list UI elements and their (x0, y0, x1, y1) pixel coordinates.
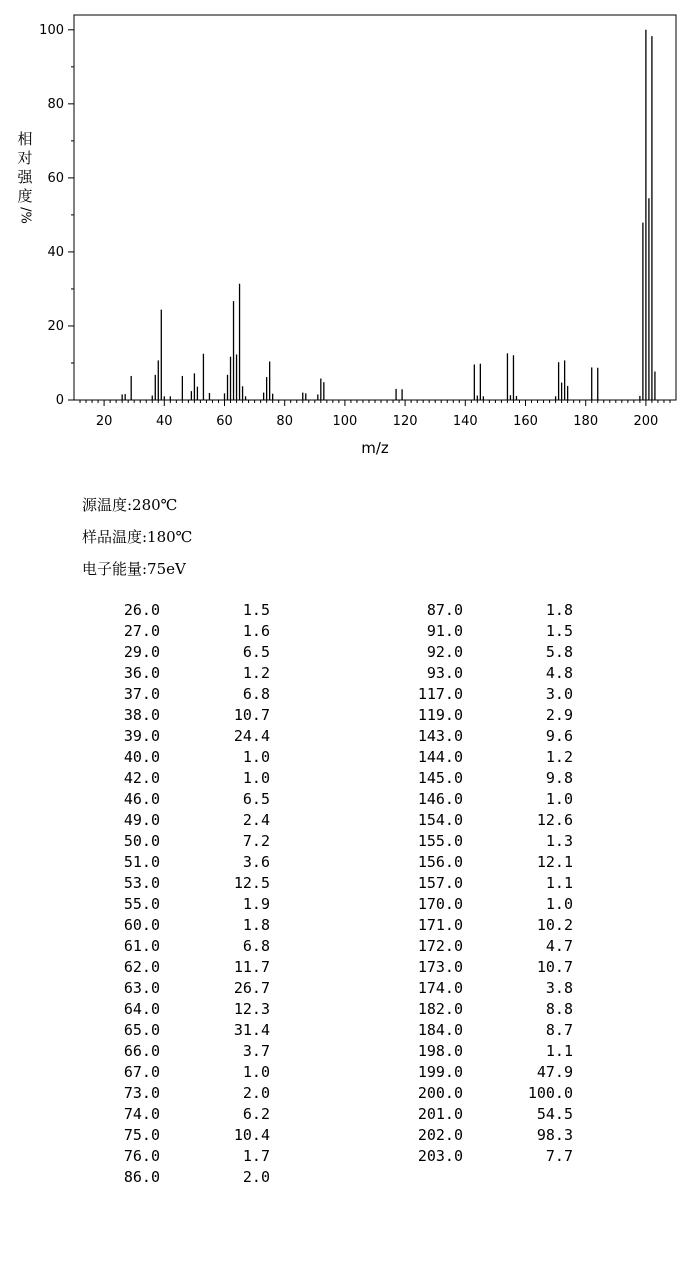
peak-row (403, 747, 573, 768)
peak-abundance: 11.7 (233, 958, 270, 976)
peak-row (403, 600, 573, 621)
peak-row (100, 936, 270, 957)
peak-mz: 60.0 (123, 916, 160, 934)
source-temperature: 源温度:280℃ (82, 496, 178, 514)
peak-mz: 184.0 (417, 1021, 463, 1039)
peak-abundance: 6.8 (242, 685, 270, 703)
peak-abundance: 12.1 (536, 853, 573, 871)
peak-mz: 155.0 (417, 832, 463, 850)
peak-mz: 202.0 (417, 1126, 463, 1144)
sample-temperature: 样品温度:180℃ (82, 528, 193, 546)
peak-row (100, 684, 270, 705)
peak-mz: 154.0 (417, 811, 463, 829)
peak-list-left (100, 600, 270, 1188)
peak-abundance: 6.2 (242, 1105, 270, 1123)
peak-row (403, 873, 573, 894)
peak-row (100, 831, 270, 852)
peak-abundance: 1.5 (545, 622, 573, 640)
peak-abundance: 1.0 (545, 790, 573, 808)
peak-row (403, 1020, 573, 1041)
peak-abundance: 100.0 (527, 1084, 573, 1102)
peak-row (403, 915, 573, 936)
peak-mz: 74.0 (123, 1105, 160, 1123)
plot-frame (74, 15, 676, 400)
peak-row (100, 642, 270, 663)
peak-mz: 40.0 (123, 748, 160, 766)
peak-row (403, 936, 573, 957)
peak-abundance: 1.9 (242, 895, 270, 913)
peak-mz: 171.0 (417, 916, 463, 934)
peak-mz: 172.0 (417, 937, 463, 955)
peak-row (403, 1104, 573, 1125)
peak-abundance: 5.8 (545, 643, 573, 661)
y-axis-title-char: 强 (17, 168, 33, 186)
y-tick-label: 40 (47, 244, 64, 260)
peak-mz: 146.0 (417, 790, 463, 808)
peak-mz: 55.0 (123, 895, 160, 913)
peak-row (100, 852, 270, 873)
peak-abundance: 3.8 (545, 979, 573, 997)
peak-mz: 92.0 (426, 643, 463, 661)
peak-row (100, 1041, 270, 1062)
peak-row (100, 810, 270, 831)
peak-abundance: 3.0 (545, 685, 573, 703)
peak-abundance: 12.6 (536, 811, 573, 829)
peak-mz: 91.0 (426, 622, 463, 640)
peak-abundance: 10.2 (536, 916, 573, 934)
peak-abundance: 2.4 (242, 811, 270, 829)
peak-row (100, 1083, 270, 1104)
peak-mz: 201.0 (417, 1105, 463, 1123)
peak-row (100, 1167, 270, 1188)
peak-mz: 76.0 (123, 1147, 160, 1165)
peak-abundance: 24.4 (233, 727, 270, 745)
peak-list-right (403, 600, 573, 1167)
y-tick-label: 60 (47, 170, 64, 186)
peak-abundance: 1.0 (545, 895, 573, 913)
peak-row (403, 726, 573, 747)
peak-mz: 198.0 (417, 1042, 463, 1060)
y-axis (39, 23, 74, 408)
peak-row (403, 810, 573, 831)
peak-abundance: 12.5 (233, 874, 270, 892)
peak-mz: 42.0 (123, 769, 160, 787)
peak-row (403, 852, 573, 873)
x-tick-label: 40 (156, 414, 173, 429)
peak-mz: 66.0 (123, 1042, 160, 1060)
y-tick-label: 80 (47, 96, 64, 112)
peak-abundance: 3.7 (242, 1042, 270, 1060)
peak-row (100, 1104, 270, 1125)
peak-row (403, 663, 573, 684)
peak-abundance: 1.1 (545, 874, 573, 892)
peak-mz: 27.0 (123, 622, 160, 640)
peak-abundance: 47.9 (536, 1063, 573, 1081)
x-tick-label: 140 (452, 414, 478, 429)
x-tick-label: 100 (332, 414, 358, 429)
peak-row (403, 621, 573, 642)
peak-abundance: 10.7 (536, 958, 573, 976)
peak-mz: 37.0 (123, 685, 160, 703)
peak-row (100, 1062, 270, 1083)
peak-abundance: 4.8 (545, 664, 573, 682)
peak-mz: 73.0 (123, 1084, 160, 1102)
peak-mz: 200.0 (417, 1084, 463, 1102)
peak-abundance: 7.2 (242, 832, 270, 850)
peak-mz: 36.0 (123, 664, 160, 682)
spectrum-bars (122, 30, 655, 400)
peak-abundance: 9.6 (545, 727, 573, 745)
peak-mz: 50.0 (123, 832, 160, 850)
peak-mz: 117.0 (417, 685, 463, 703)
peak-abundance: 2.9 (545, 706, 573, 724)
peak-mz: 145.0 (417, 769, 463, 787)
peak-abundance: 6.5 (242, 643, 270, 661)
peak-mz: 51.0 (123, 853, 160, 871)
peak-row (403, 894, 573, 915)
y-axis-title-char: 对 (17, 149, 33, 167)
peak-row (100, 600, 270, 621)
peak-row (100, 957, 270, 978)
peak-row (100, 873, 270, 894)
peak-row (403, 768, 573, 789)
peak-row (100, 1146, 270, 1167)
y-axis-title-char: 度 (17, 187, 33, 205)
peak-mz: 87.0 (426, 601, 463, 619)
peak-row (100, 978, 270, 999)
peak-abundance: 1.0 (242, 769, 270, 787)
peak-mz: 67.0 (123, 1063, 160, 1081)
electron-energy: 电子能量:75eV (82, 560, 186, 578)
peak-abundance: 98.3 (536, 1126, 573, 1144)
peak-row (403, 705, 573, 726)
peak-row (403, 1083, 573, 1104)
peak-row (100, 894, 270, 915)
peak-abundance: 9.8 (545, 769, 573, 787)
peak-mz: 75.0 (123, 1126, 160, 1144)
peak-row (100, 789, 270, 810)
peak-row (403, 957, 573, 978)
peak-mz: 86.0 (123, 1168, 160, 1186)
peak-row (100, 1125, 270, 1146)
peak-mz: 38.0 (123, 706, 160, 724)
peak-row (100, 726, 270, 747)
peak-row (100, 768, 270, 789)
peak-abundance: 6.8 (242, 937, 270, 955)
peak-abundance: 31.4 (233, 1021, 270, 1039)
peak-mz: 49.0 (123, 811, 160, 829)
x-tick-label: 200 (633, 414, 659, 429)
peak-row (100, 663, 270, 684)
peak-abundance: 1.5 (242, 601, 270, 619)
peak-row (403, 999, 573, 1020)
peak-abundance: 1.3 (545, 832, 573, 850)
peak-mz: 174.0 (417, 979, 463, 997)
peak-abundance: 1.8 (242, 916, 270, 934)
y-axis-title-char: /% (17, 207, 33, 224)
peak-mz: 143.0 (417, 727, 463, 745)
peak-mz: 156.0 (417, 853, 463, 871)
peak-mz: 53.0 (123, 874, 160, 892)
peak-mz: 182.0 (417, 1000, 463, 1018)
peak-abundance: 8.8 (545, 1000, 573, 1018)
peak-row (403, 684, 573, 705)
x-tick-label: 20 (95, 414, 113, 429)
peak-mz: 63.0 (123, 979, 160, 997)
peak-abundance: 1.2 (545, 748, 573, 766)
x-tick-label: 180 (573, 414, 599, 429)
peak-row (403, 789, 573, 810)
peak-abundance: 26.7 (233, 979, 270, 997)
peak-mz: 46.0 (123, 790, 160, 808)
peak-mz: 29.0 (123, 643, 160, 661)
peak-abundance: 1.2 (242, 664, 270, 682)
peak-mz: 199.0 (417, 1063, 463, 1081)
peak-abundance: 3.6 (242, 853, 270, 871)
peak-row (403, 831, 573, 852)
mass-spectrum-chart (0, 0, 687, 470)
y-tick-label: 100 (39, 22, 64, 38)
peak-row (403, 1041, 573, 1062)
peak-abundance: 1.8 (545, 601, 573, 619)
peak-abundance: 1.0 (242, 748, 270, 766)
peak-mz: 93.0 (426, 664, 463, 682)
x-axis (96, 400, 658, 429)
peak-abundance: 8.7 (545, 1021, 573, 1039)
peak-mz: 39.0 (123, 727, 160, 745)
peak-abundance: 2.0 (242, 1168, 270, 1186)
peak-abundance: 1.1 (545, 1042, 573, 1060)
x-axis-title: m/z (361, 439, 389, 457)
peak-mz: 61.0 (123, 937, 160, 955)
peak-mz: 62.0 (123, 958, 160, 976)
peak-abundance: 4.7 (545, 937, 573, 955)
peak-abundance: 1.0 (242, 1063, 270, 1081)
peak-mz: 203.0 (417, 1147, 463, 1165)
y-tick-label: 20 (47, 318, 64, 334)
peak-row (100, 999, 270, 1020)
peak-row (100, 705, 270, 726)
x-tick-label: 60 (216, 414, 233, 429)
x-tick-label: 80 (276, 414, 293, 429)
peak-abundance: 2.0 (242, 1084, 270, 1102)
x-tick-label: 120 (392, 414, 418, 429)
peak-mz: 65.0 (123, 1021, 160, 1039)
peak-mz: 119.0 (417, 706, 463, 724)
peak-abundance: 10.7 (233, 706, 270, 724)
peak-row (403, 1146, 573, 1167)
peak-abundance: 1.6 (242, 622, 270, 640)
peak-row (403, 1125, 573, 1146)
y-tick-label: 0 (55, 393, 64, 408)
peak-row (100, 747, 270, 768)
peak-abundance: 1.7 (242, 1147, 270, 1165)
peak-mz: 64.0 (123, 1000, 160, 1018)
peak-row (100, 915, 270, 936)
x-tick-label: 160 (513, 414, 538, 429)
peak-row (403, 642, 573, 663)
peak-mz: 170.0 (417, 895, 463, 913)
peak-abundance: 7.7 (545, 1147, 573, 1165)
peak-mz: 26.0 (123, 601, 160, 619)
peak-abundance: 10.4 (233, 1126, 270, 1144)
peak-mz: 173.0 (417, 958, 463, 976)
y-axis-title-char: 相 (17, 130, 33, 148)
y-axis-title (14, 130, 36, 225)
peak-row (100, 621, 270, 642)
peak-row (403, 1062, 573, 1083)
peak-abundance: 54.5 (536, 1105, 573, 1123)
peak-row (403, 978, 573, 999)
peak-abundance: 12.3 (233, 1000, 270, 1018)
peak-row (100, 1020, 270, 1041)
peak-mz: 157.0 (417, 874, 463, 892)
peak-mz: 144.0 (417, 748, 463, 766)
peak-abundance: 6.5 (242, 790, 270, 808)
